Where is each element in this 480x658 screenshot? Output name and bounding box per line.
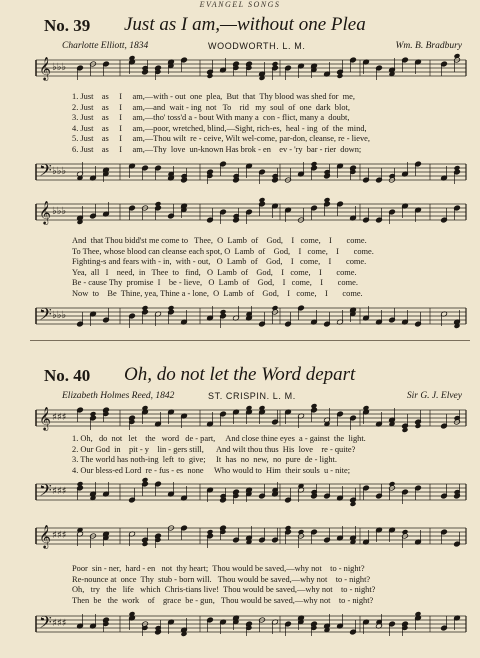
svg-text:𝄞: 𝄞 bbox=[39, 406, 51, 430]
hymn-40-staff-1-bass bbox=[0, 476, 480, 510]
verse-line: 3. Just as I am,—tho' toss'd a - bout With many a con - flict, many a doubt, bbox=[72, 113, 350, 123]
hymn-40-number: No. 40 bbox=[44, 366, 91, 385]
verse-line: And that Thou bidd'st me come to Thee, O Lamb of God, I come, I come. bbox=[72, 236, 367, 245]
hymn-39-header bbox=[44, 14, 464, 38]
verse-line: 4. Our bless-ed Lord re - fus - es none Who would to Him their souls u - nite; bbox=[72, 465, 351, 475]
hymn-39-staff-1-bass bbox=[0, 156, 480, 190]
hymn-39-author: Charlotte Elliott, 1834 bbox=[62, 41, 149, 51]
verse-line: 5. Just as I am,—Thou wilt re - ceive, Wilt wel-come, par-don, cleanse, re - lieve, bbox=[72, 134, 370, 144]
hymn-39-composer: Wm. B. Bradbury bbox=[395, 41, 462, 51]
verse-line: Re-nounce at once Thy stub - born will. Thou would be saved,—why not to - night? bbox=[72, 574, 371, 584]
verse-line: Poor sin - ner, hard - en not thy heart; Thou would be saved,—why not to - night? bbox=[72, 564, 365, 573]
verse-line: Fighting-s and fears with - in, with - out, O Lamb of God, I come, I come. bbox=[72, 257, 367, 267]
verse-line: Now to Be Thine, yea, Thine a - lone, O Lamb of God, I come, I come. bbox=[72, 288, 363, 298]
verse-line: 2. Our God in pit - y lin - gers still, And wilt thou thus His love re - quite? bbox=[72, 444, 356, 454]
verse-line: To Thee, whose blood can cleanse each spot, O Lamb of God, I come, I come. bbox=[72, 246, 374, 256]
svg-text:𝄞: 𝄞 bbox=[39, 56, 51, 80]
svg-text:♯♯♯: ♯♯♯ bbox=[52, 618, 67, 629]
verse-line: 1. Oh, do not let the word de - part, And close thine eyes a - gainst the light. bbox=[72, 434, 366, 443]
svg-text:𝄢: 𝄢 bbox=[39, 480, 52, 504]
hymn-40-staff-2-bass bbox=[0, 608, 480, 642]
hymn-40-verses-b bbox=[72, 564, 468, 606]
hymn-40-header bbox=[44, 364, 464, 388]
svg-text:𝄢: 𝄢 bbox=[39, 612, 52, 636]
hymn-39-staff-2-treble bbox=[0, 196, 480, 236]
verse-line: Then be the work of grace be - gun, Thou would be saved,—why not to - night? bbox=[72, 595, 374, 605]
hymn-40-staff-2-treble bbox=[0, 520, 480, 560]
verse-line: Be - cause Thy promise I be - lieve, O Lamb of God, I come, I come. bbox=[72, 278, 358, 288]
hymn-40-title: Oh, do not let the Word depart bbox=[124, 364, 356, 385]
svg-text:♯♯♯: ♯♯♯ bbox=[52, 530, 67, 541]
hymn-39-verses-a bbox=[72, 92, 468, 156]
hymn-divider bbox=[30, 340, 470, 341]
svg-text:♭♭♭: ♭♭♭ bbox=[52, 166, 67, 177]
svg-text:♯♯♯: ♯♯♯ bbox=[52, 486, 67, 497]
svg-text:♭♭♭: ♭♭♭ bbox=[52, 310, 67, 321]
verse-line: Yea, all I need, in Thee to find, O Lamb of God, I come, I come. bbox=[72, 267, 357, 277]
hymn-40-tune: ST. CRISPIN. L. M. bbox=[208, 391, 296, 401]
hymn-39-staff-2-bass bbox=[0, 300, 480, 334]
hymn-40-staff-1-treble bbox=[0, 402, 480, 438]
svg-text:𝄞: 𝄞 bbox=[39, 524, 51, 548]
verse-line: 4. Just as I am,—poor, wretched, blind,—Sight, rich-es, heal - ing of the mind, bbox=[72, 123, 367, 133]
verse-line: 3. The world has noth-ing left to give; It has no new, no pure de - light. bbox=[72, 455, 337, 465]
hymn-39-tune: WOODWORTH. L. M. bbox=[208, 41, 306, 51]
svg-text:𝄢: 𝄢 bbox=[39, 304, 52, 328]
verse-line: 2. Just as I am,—and wait - ing not To rid my soul of one dark blot, bbox=[72, 102, 350, 112]
svg-text:♯♯♯: ♯♯♯ bbox=[52, 412, 67, 423]
hymn-40-composer: Sir G. J. Elvey bbox=[406, 391, 462, 401]
verse-line: 1. Just as I am,—with - out one plea, But that Thy blood was shed for me, bbox=[72, 92, 355, 101]
verse-line: Oh, try the life which Chris-tians live! Thou would be saved,—why not to - night? bbox=[72, 585, 376, 595]
svg-text:𝄢: 𝄢 bbox=[39, 160, 52, 184]
hymn-40-verses-a bbox=[72, 434, 468, 476]
hymn-39-staff-1-treble bbox=[0, 52, 480, 92]
running-head: EVANGEL SONGS bbox=[199, 0, 281, 9]
svg-text:♭♭♭: ♭♭♭ bbox=[52, 206, 67, 217]
hymn-40-author: Elizabeth Holmes Reed, 1842 bbox=[62, 391, 175, 401]
svg-text:𝄞: 𝄞 bbox=[39, 200, 51, 224]
hymn-39-verses-b bbox=[72, 236, 468, 300]
svg-text:♭♭♭: ♭♭♭ bbox=[52, 62, 67, 73]
verse-line: 6. Just as I am,—Thy love un-known Has brok - en ev - 'ry bar - rier down; bbox=[72, 144, 362, 154]
hymn-39-number: No. 39 bbox=[44, 16, 91, 35]
hymn-39-title: Just as I am,—without one Plea bbox=[124, 14, 366, 35]
